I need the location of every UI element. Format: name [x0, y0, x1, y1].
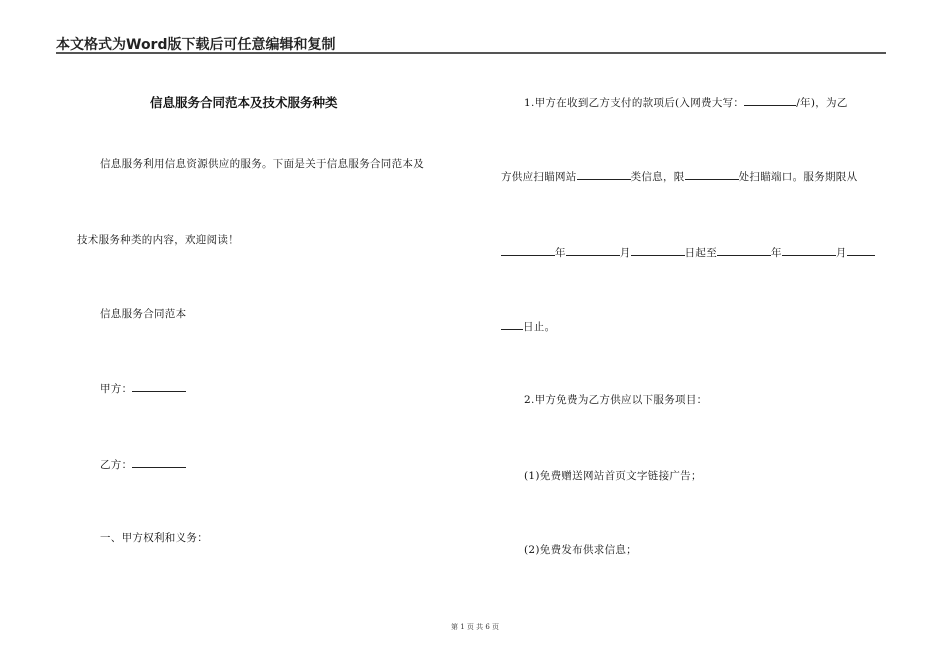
party-b-label: 乙方： [100, 459, 133, 471]
clause-1-text-a: 1.甲方在收到乙方支付的款项后(入网费大写： [524, 97, 745, 109]
clause-1-line-4 [501, 318, 555, 334]
clause-1-line-3 [501, 244, 875, 260]
clause-1-line-1 [524, 94, 848, 110]
party-a-line [100, 380, 186, 396]
clause-1-text-b: /年)，为乙 [796, 97, 848, 109]
document-title: 信息服务合同范本及技术服务种类 [150, 95, 338, 110]
clause-1-end: 日止。 [523, 321, 556, 333]
header-text: 本文格式为Word版下载后可任意编辑和复制 [56, 37, 336, 53]
clause-2-item-1: (1)免费赠送网站首页文字链接广告； [524, 470, 702, 482]
clause-2-item-2: (2)免费发布供求信息； [524, 544, 637, 556]
section-1-heading: 一、甲方权利和义务： [100, 532, 208, 544]
clause-1-l2-b: 类信息，限 [630, 171, 685, 183]
intro-line-2: 技术服务种类的内容，欢迎阅读！ [77, 234, 239, 246]
clause-2: 2.甲方免费为乙方供应以下服务项目： [524, 394, 708, 406]
end-day-blank-b [501, 318, 523, 330]
party-b-line [100, 456, 186, 472]
start-year-blank [501, 244, 555, 256]
start-day-blank [631, 244, 685, 256]
start-to-label: 日起至 [684, 247, 718, 259]
month-label-1: 月 [619, 247, 631, 259]
header-divider [56, 52, 886, 54]
year-label-1: 年 [555, 247, 566, 259]
clause-1-line-2 [501, 168, 857, 184]
end-day-blank-a [847, 244, 875, 256]
info-type-blank [577, 168, 631, 180]
party-a-label: 甲方： [100, 383, 133, 395]
clause-1-l2-a: 方供应扫瞄网站 [501, 171, 577, 183]
sample-title: 信息服务合同范本 [100, 308, 187, 320]
month-label-2: 月 [835, 247, 847, 259]
page-footer: 第 1 页 共 6 页 [450, 623, 500, 631]
fee-blank [744, 94, 796, 106]
end-year-blank [717, 244, 771, 256]
end-month-blank [782, 244, 836, 256]
party-b-blank [132, 456, 186, 468]
port-count-blank [685, 168, 739, 180]
party-a-blank [132, 380, 186, 392]
year-label-2: 年 [771, 247, 782, 259]
start-month-blank [566, 244, 620, 256]
clause-1-l2-c: 处扫瞄端口。服务期限从 [738, 171, 858, 183]
intro-line-1: 信息服务利用信息资源供应的服务。下面是关于信息服务合同范本及 [100, 158, 424, 170]
